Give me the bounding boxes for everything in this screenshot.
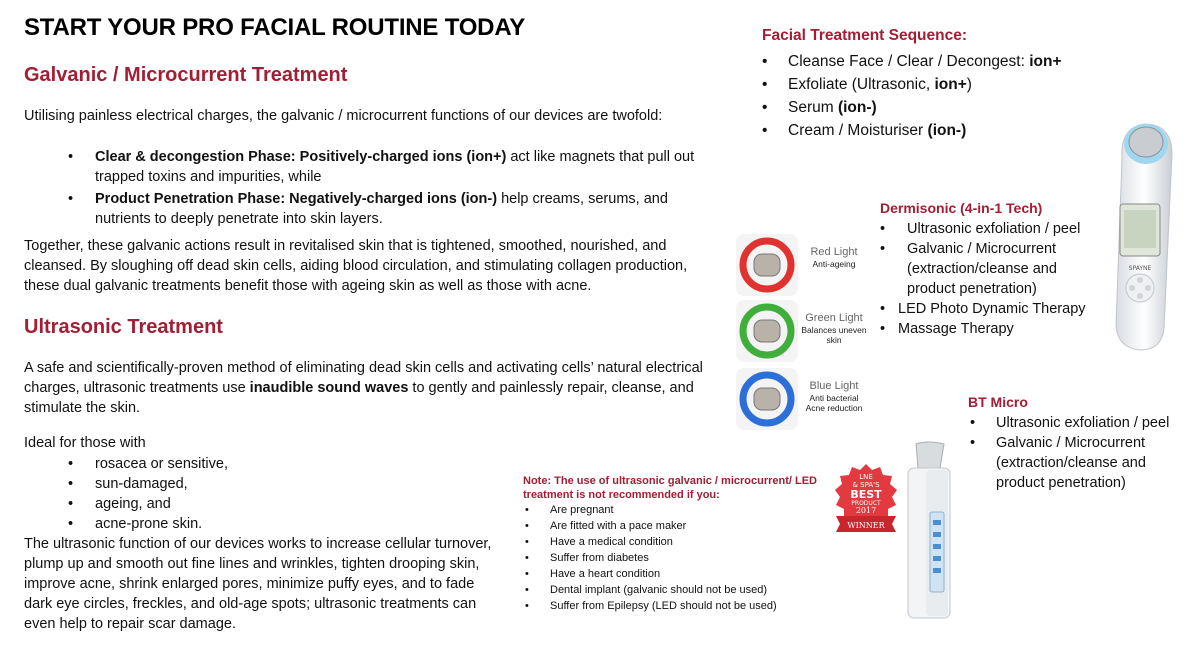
sequence-item — [762, 50, 1062, 73]
ideal-item: • acne-prone skin. — [95, 514, 228, 534]
dermisonic-item — [880, 219, 1086, 239]
sequence-item-text: Serum — [788, 99, 838, 116]
green-light-icon — [736, 300, 798, 362]
award-line4: PRODUCT — [851, 500, 881, 507]
note-item: • Dental implant (galvanic should not be used) — [523, 582, 823, 598]
dermisonic-item-text: Ultrasonic exfoliation / peel — [907, 221, 1081, 237]
dermisonic-heading: Dermisonic (4-in-1 Tech) — [880, 200, 1043, 216]
led-benefit: Balances uneven skin — [801, 325, 867, 345]
sequence-list — [762, 50, 1062, 142]
red-light-icon — [736, 234, 798, 296]
sequence-item-bold: ion+ — [934, 76, 967, 93]
sequence-heading: Facial Treatment Sequence: — [762, 27, 968, 44]
sequence-item-text: Cleanse Face / Clear / Decongest: — [788, 53, 1030, 70]
dermisonic-item-text: Massage Therapy — [898, 321, 1014, 337]
page-title: START YOUR PRO FACIAL ROUTINE TODAY — [24, 14, 526, 41]
led-benefit: Anti bacterial Acne reduction — [805, 393, 863, 413]
ultrasonic-intro — [24, 358, 724, 418]
led-device-green — [736, 300, 798, 362]
ultrasonic-heading: Ultrasonic Treatment — [24, 316, 223, 338]
dermisonic-sub-note: (extraction/cleanse and product penetration) — [907, 261, 1057, 297]
bt-micro-item — [970, 433, 1169, 493]
note-item: • Are pregnant — [523, 502, 823, 518]
ultrasonic-intro-tail: to gently and painlessly repair, cleanse, and stimulate the skin. — [24, 380, 694, 416]
note-item: • Suffer from Epilepsy (LED should not be used) — [523, 598, 823, 614]
dermisonic-list — [880, 219, 1086, 339]
bt-micro-sub-note: (extraction/cleanse and product penetration) — [996, 455, 1146, 491]
sequence-item-bold: (ion-) — [837, 99, 877, 116]
dermisonic-item-text: LED Photo Dynamic Therapy — [898, 301, 1086, 317]
bt-micro-item-text: Galvanic / Microcurrent — [996, 435, 1146, 451]
dermisonic-item — [880, 299, 1086, 319]
bt-micro-item-text: Ultrasonic exfoliation / peel — [996, 415, 1170, 431]
galvanic-summary: Together, these galvanic actions result in revitalised skin that is tightened, smoothed, nourished, and cleansed. By sloughing off dead skin cells, aiding blood circulation, and stimulating collagen production, these dual galvanic treatments benefit those with ageing skin as well as those with acne. — [24, 238, 688, 294]
led-panel-red — [736, 234, 870, 296]
sequence-item-tail: ) — [966, 76, 972, 93]
note-item: • Are fitted with a pace maker — [523, 518, 823, 534]
sequence-item — [762, 96, 1062, 119]
galvanic-point — [95, 147, 725, 187]
warning-note — [523, 474, 823, 614]
sequence-item-bold: (ion-) — [927, 122, 967, 139]
award-line1: LNE — [859, 473, 873, 481]
bt-micro-item — [970, 413, 1169, 433]
ideal-item: • sun-damaged, — [95, 474, 228, 494]
galvanic-point-text: help creams, serums, and nutrients to deeply penetrate into skin layers. — [95, 191, 668, 227]
bt-micro-heading: BT Micro — [968, 394, 1028, 410]
led-benefit: Anti-ageing — [812, 259, 856, 269]
device-brand: SPAYNE — [1128, 265, 1152, 272]
award-line3: BEST — [850, 488, 882, 501]
led-device-red — [736, 234, 798, 296]
note-list — [523, 502, 823, 614]
led-name: Red Light — [810, 246, 858, 258]
note-item: • Suffer from diabetes — [523, 550, 823, 566]
galvanic-point-text: act like magnets that pull out trapped toxins and impurities, while — [95, 149, 695, 185]
galvanic-point-bold: Clear & decongestion Phase: Positively-charged ions (ion+) — [95, 149, 507, 165]
bt-micro-device-image — [898, 440, 960, 624]
note-item: • Have a heart condition — [523, 566, 823, 582]
award-ribbon: WINNER — [847, 521, 885, 530]
sequence-item — [762, 73, 1062, 96]
bt-micro-list — [970, 413, 1169, 493]
award-year: 2017 — [855, 506, 877, 515]
galvanic-point-bold: Product Penetration Phase: Negatively-charged ions (ion-) — [95, 191, 498, 207]
galvanic-points — [95, 147, 725, 229]
led-name: Blue Light — [809, 380, 859, 392]
dermisonic-device-image — [1100, 118, 1186, 354]
dermisonic-item — [880, 239, 1086, 299]
ideal-item: • rosacea or sensitive, — [95, 454, 228, 474]
dermisonic-item — [880, 319, 1086, 339]
led-label-red — [800, 246, 868, 269]
ultrasonic-intro-bold: inaudible sound waves — [249, 380, 409, 396]
led-panel-blue — [736, 368, 870, 430]
ultrasonic-function: The ultrasonic function of our devices works to increase cellular turnover, plump up and smooth out fine lines and wrinkles, tighten drooping skin, improve acne, shrink enlarged pores, minimize puffy eyes, and to fade dark eye circles, freckles, and old-age spots; ultrasonic treatments can even help to repair scar damage. — [24, 536, 492, 632]
ideal-list — [95, 454, 228, 534]
galvanic-point — [95, 189, 725, 229]
led-label-blue — [800, 380, 868, 413]
note-item: • Have a medical condition — [523, 534, 823, 550]
ultrasonic-intro-text: A safe and scientifically-proven method of eliminating dead skin cells and activating cells’ natural electrical charges, ultrasonic treatments use — [24, 360, 703, 396]
led-label-green — [800, 312, 868, 345]
award-badge-image — [832, 462, 900, 534]
sequence-item — [762, 119, 1062, 142]
led-name: Green Light — [805, 312, 863, 324]
led-device-blue — [736, 368, 798, 430]
dermisonic-item-text: Galvanic / Microcurrent — [907, 241, 1057, 257]
award-line2: & SPA'S — [852, 481, 880, 489]
galvanic-intro: Utilising painless electrical charges, the galvanic / microcurrent functions of our devices are twofold: — [24, 108, 663, 124]
sequence-item-text: Exfoliate (Ultrasonic, — [788, 76, 935, 93]
ideal-item: • ageing, and — [95, 494, 228, 514]
sequence-item-bold: ion+ — [1029, 53, 1062, 70]
blue-light-icon — [736, 368, 798, 430]
galvanic-heading: Galvanic / Microcurrent Treatment — [24, 64, 348, 86]
led-panel-green — [736, 300, 870, 362]
ideal-label: Ideal for those with — [24, 435, 146, 451]
sequence-item-text: Cream / Moisturiser — [788, 122, 928, 139]
note-title: Note: The use of ultrasonic galvanic / microcurrent/ LED treatment is not recommended if you: — [523, 475, 818, 501]
